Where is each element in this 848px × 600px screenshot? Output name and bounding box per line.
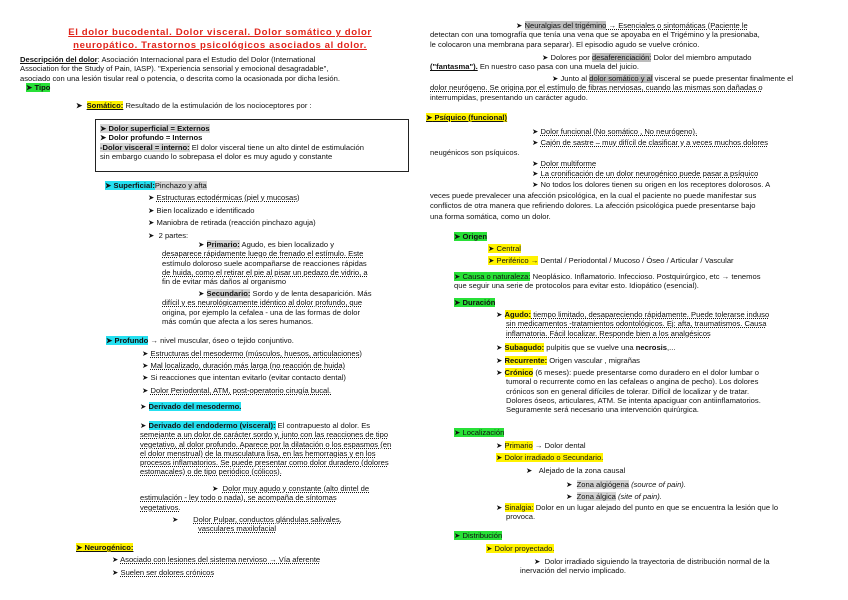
title-line-2: neuropático. Trastornos psicológicos asociados al dolor. — [73, 40, 367, 51]
alejado-text: Alejado de la zona causal — [538, 466, 626, 475]
list-item — [430, 138, 840, 149]
cronico-line-5: Seguramente será necesario una intervención quirúrgica. — [506, 405, 699, 415]
duracion-agudo — [496, 310, 840, 338]
bullet-icon: ➤ — [112, 555, 119, 564]
profundo-text: nivel muscular, óseo o tejido conjuntivo. — [157, 336, 294, 345]
bullet-icon: ➤ — [198, 240, 205, 249]
agudo-text-2: sin medicamentos -tratamientos odontológicos. Ej: afta, traumatismos. Causa — [506, 319, 767, 329]
neurogenico-list — [112, 554, 418, 579]
desafe-line-2: En nuestro caso pasa con una muela del juicio. — [477, 62, 639, 72]
distribucion-label: Distribución — [462, 531, 503, 540]
psiquico-heading — [426, 113, 507, 122]
secundario-label: Secundario: — [206, 289, 251, 298]
origen-heading — [454, 232, 487, 241]
bullet-icon: ➤ — [172, 515, 179, 524]
list-item — [142, 360, 418, 372]
pulpar-paragraph — [172, 515, 416, 534]
list-item — [142, 372, 418, 384]
primario-label: Primario: — [206, 240, 240, 249]
zona-algica-text: (site of pain). — [615, 492, 662, 501]
bullet-icon: ➤ — [532, 137, 539, 147]
secundario-line-1: Sordo y de lenta desaparición. Más — [250, 289, 372, 298]
duracion-subagudo — [496, 343, 675, 352]
fantasma-label: ("fantasma"). — [430, 62, 478, 72]
duracion-cronico — [496, 368, 840, 414]
bullet-icon: ➤ — [532, 179, 539, 189]
cronico-line-3: crónicos son en general difíciles de tolerar. Difícil de localizar y de tratar. — [506, 386, 750, 396]
psiquico-label: Psíquico (funcional) — [434, 113, 508, 122]
periferico-label: Periférico — [496, 256, 529, 265]
description-line-3: asociado con una lesión tisular real o potencia, o descrita como la ocasionada por dicha lesión. — [20, 73, 340, 83]
secundario-line-2: difícil y es neurológicamente idéntico al dolor profundo, que — [162, 298, 363, 308]
irradiado-label: Dolor irradiado o Secundario. — [504, 453, 604, 462]
primario-text: → Dolor dental — [534, 441, 586, 450]
neuralgias-label: Neuralgias del trigémino — [524, 21, 607, 30]
primario-line-2: desaparece rápidamente luego de frenado el estímulo. Este — [162, 249, 364, 259]
secundario-line-3: origina, por ejemplo la cefalea - una de las formas de dolor — [162, 307, 360, 317]
bullet-icon: ➤ — [76, 101, 83, 110]
bullet-icon: ➤ — [212, 484, 219, 493]
derivado-mesodermo-label: Derivado del mesodermo. — [148, 402, 242, 411]
causa-label: Causa o naturaleza: — [462, 272, 531, 281]
bullet-icon: ➤ — [496, 356, 503, 365]
box-visceral-label: -Dolor visceral = interno: — [100, 142, 190, 152]
bullet-icon: ➤ — [140, 421, 147, 430]
junto-prefix: Junto al — [560, 74, 590, 83]
superficial-line — [105, 181, 207, 190]
zona-algiogena-text: (source of pain). — [628, 480, 686, 489]
causa-line-2: que seguir una serie de protocolos para evitar esto. Idiopático (esencial). — [454, 281, 699, 291]
list-item — [430, 127, 840, 138]
origen-label: Origen — [462, 232, 487, 241]
subagudo-text: pulpitis que se vuelve una — [544, 343, 636, 352]
recurrente-label: Recurrente: — [504, 356, 548, 365]
derivado-endodermo-paragraph — [140, 421, 416, 477]
somatico-label: Somático: — [86, 101, 124, 110]
box-visceral-text: El dolor visceral tiene un alto dintel de estimulación — [189, 142, 365, 152]
neuralgias-line-3: le colocaron una membrana para separar). El episodio agudo se vuelve crónico. — [430, 39, 700, 49]
desafe-text: Dolor del miembro amputado — [651, 53, 752, 62]
bullet-icon: ➤ — [112, 567, 119, 577]
list-item — [148, 205, 418, 218]
bullet-icon: ➤ — [532, 158, 539, 168]
superficial-item-3: Maniobra de retirada (reacción pinchazo aguja) — [156, 218, 316, 228]
distribucion-line-1: Dolor irradiado siguiendo la trayectoria de distribución normal de la — [544, 557, 770, 566]
central-label: Central — [496, 244, 521, 253]
causa-paragraph — [454, 272, 840, 291]
psiquico-para-2: conflictos de otra manera que refiriendo dolores. La afección psicológica puede presentarse bajo — [430, 201, 756, 211]
box-visceral-text-2: sin embargo cuando lo sobrepasa el dolor es muy agudo y constante — [100, 151, 333, 161]
distribucion-paragraph — [520, 557, 840, 576]
endodermo-line-5: procesos inflamatorios. Se puede presentar como dolor duradero (dolores — [140, 458, 389, 468]
arrow-icon: → — [530, 256, 539, 265]
bullet-icon: ➤ — [496, 368, 503, 377]
bullet-icon: ➤ — [140, 402, 147, 411]
description-line-2: Association for the Study of Pain, IASP). "Experiencia sensorial y emocional desagradable", — [20, 64, 329, 74]
sinalgia-text: Dolor en un lugar alejado del punto en que se encuentra la lesión que lo — [533, 503, 779, 512]
distribucion-heading — [454, 531, 502, 540]
junto-line-3: interrumpidas, presentando un carácter agudo. — [430, 92, 588, 102]
profundo-list — [142, 348, 418, 397]
agudo-line-2: estimulación - ley todo o nada), se acompaña de síntomas — [140, 493, 337, 503]
somatico-line — [76, 101, 312, 110]
list-item — [142, 348, 418, 360]
list-item — [112, 567, 418, 580]
superficial-highlight: Pinchazo y afta — [154, 181, 207, 190]
bullet-icon: ➤ — [454, 531, 461, 540]
bullet-icon: ➤ — [100, 124, 107, 133]
list-item — [430, 169, 840, 180]
bullet-icon: ➤ — [454, 272, 461, 281]
profundo-item-3: Si reacciones que intentan evitarlo (evitar contacto dental) — [150, 373, 346, 383]
bullet-icon: ➤ — [142, 373, 149, 383]
list-item — [148, 217, 418, 230]
psiquico-content — [430, 127, 840, 222]
derivado-endodermo-label: Derivado del endodermo (visceral): — [148, 421, 276, 430]
bullet-icon: ➤ — [496, 503, 503, 512]
sinalgia-line-2: provoca. — [506, 512, 536, 522]
bullet-icon: ➤ — [488, 256, 495, 265]
agudo-line-1: Dolor muy agudo y constante (alto dintel de — [222, 484, 370, 493]
bullet-icon: ➤ — [486, 544, 493, 553]
neurogenico-item-2: Suelen ser dolores crónicos — [120, 567, 215, 577]
neurogenico-item-1: Asociado con lesiones del sistema nervioso → Vía aferente — [120, 555, 321, 564]
bullet-icon: ➤ — [426, 113, 433, 122]
bullet-icon: ➤ — [454, 298, 461, 307]
pain-types-box-content — [100, 124, 404, 161]
junto-paragraph — [430, 74, 840, 102]
primario-line-1: Agudo, es bien localizado y — [239, 240, 334, 249]
bullet-icon: ➤ — [105, 181, 112, 190]
endodermo-line-1: El contrapuesto al dolor. Es — [275, 421, 371, 430]
neuralgias-line-2: detectan con una tomografía que tenía una vena que se apoyaba en el Trigémino y la presionaba, — [430, 30, 760, 40]
bullet-icon: ➤ — [148, 218, 155, 228]
bullet-icon: ➤ — [496, 453, 503, 462]
localizacion-irradiado — [496, 453, 603, 462]
psiquico-continuation: neugénicos son psíquicos. — [430, 148, 520, 158]
agudo-line-3: vegetativos. — [140, 502, 181, 512]
title-line-1: El dolor bucodental. Dolor visceral. Dolor somático y dolor — [68, 27, 372, 38]
description-line-1: : Asociación Internacional para el Estudio del Dolor (International — [97, 55, 316, 64]
desaferenciacion-label: desaferenciación: — [591, 53, 652, 62]
agudo-paragraph — [140, 484, 416, 512]
bullet-icon: ➤ — [526, 466, 533, 475]
bullet-icon: ➤ — [76, 543, 83, 552]
tipo-heading — [26, 83, 50, 92]
localizacion-alejado — [526, 466, 625, 475]
dolor-proyectado — [486, 544, 554, 553]
duracion-heading — [454, 298, 495, 307]
cronico-line-4: Dolores óseos, articulares, ATM. Se intenta apaciguar con antiinflamatorios. — [506, 395, 761, 405]
bullet-icon: ➤ — [198, 289, 205, 298]
psiquico-item-1: Dolor funcional (No somático , No neurógeno). — [540, 127, 698, 136]
secundario-paragraph — [162, 289, 416, 326]
distribucion-line-2: inervación del nervio implicado. — [520, 566, 626, 576]
psiquico-item-3: Dolor multiforme — [540, 158, 597, 168]
bullet-icon: ➤ — [100, 133, 107, 143]
bullet-icon: ➤ — [496, 310, 503, 319]
bullet-icon: ➤ — [566, 492, 573, 501]
origen-periferico — [488, 256, 734, 265]
bullet-icon: ➤ — [534, 557, 541, 566]
periferico-text: Dental / Periodontal / Mucoso / Óseo / Articular / Vascular — [538, 256, 734, 265]
endodermo-line-4: el dolor menstrual) de la musculatura lisa, en las hemorragias y en los — [140, 448, 376, 458]
endodermo-line-2: semejante a un dolor de carácter sordo y, junto con las reacciones de tipo — [140, 430, 389, 440]
duracion-label: Duración — [462, 298, 496, 307]
agudo-label: Agudo: — [504, 310, 532, 319]
bullet-icon: ➤ — [454, 232, 461, 241]
desafe-prefix: Dolores por — [550, 53, 592, 62]
bullet-icon: ➤ — [566, 480, 573, 489]
bullet-icon: ➤ — [454, 428, 461, 437]
desaferenciacion-paragraph — [430, 53, 840, 72]
sinalgia-paragraph — [496, 503, 840, 522]
bullet-icon: ➤ — [26, 83, 33, 92]
junto-highlight: dolor somático y al — [589, 74, 653, 83]
description-paragraph — [20, 55, 418, 83]
superficial-item-2: Bien localizado e identificado — [156, 205, 255, 215]
sinalgia-label: Sinalgia: — [504, 503, 534, 512]
primario-label: Primario — [504, 441, 533, 450]
bullet-icon: ➤ — [496, 343, 503, 352]
psiquico-item-2: Cajón de sastre – muy difícil de clasificar y a veces muchos dolores — [540, 137, 768, 147]
junto-text: visceral se puede presentar finalmente el — [652, 74, 794, 83]
profundo-item-2: Mal localizado, duración más larga (no reacción de huida) — [150, 361, 346, 371]
box-line-superficial: Dolor superficial = Externos — [108, 124, 210, 133]
agudo-text-3: inflamatoria. Fácil localizar. Responde bien a los analgésicos — [506, 328, 711, 338]
superficial-item-4: 2 partes: — [158, 230, 189, 240]
list-item — [142, 385, 418, 397]
profundo-item-1: Estructuras del mesodermo (músculos, huesos, articulaciones) — [150, 349, 362, 358]
description-label: Descripción del dolor — [20, 55, 98, 64]
somatico-text: Resultado de la estimulación de los nocioceptores por : — [123, 101, 312, 110]
bullet-icon: ➤ — [532, 169, 539, 179]
neurogenico-line — [76, 543, 133, 552]
pulpar-line-2: vasculares maxilofacial — [198, 524, 277, 534]
primario-paragraph — [162, 240, 416, 286]
neuralgias-text: → Esenciales o sintomáticas (Paciente le — [606, 21, 748, 30]
necrosis-text: necrosis — [635, 343, 668, 352]
list-item — [430, 159, 840, 170]
endodermo-line-3: vegetativo, al dolor profundo. Aparece por la dilatación o los espasmos (en — [140, 439, 392, 449]
psiquico-item-4: La cronificación de un dolor neurogénico puede pasar a psíquico — [540, 169, 759, 179]
superficial-label: Superficial: — [113, 181, 155, 190]
bullet-icon: ➤ — [488, 244, 495, 253]
bullet-icon: ➤ — [142, 385, 149, 395]
subagudo-end: ,... — [667, 343, 676, 352]
cronico-line-2: tumoral o recurrente como en las cefaleas o angina de pecho). Los dolores — [506, 377, 759, 387]
pulpar-line-1: Dolor Pulpar, conductos glándulas salivales, — [193, 515, 342, 524]
bullet-icon: ➤ — [148, 230, 155, 240]
recurrente-text: Origen vascular , migrañas — [547, 356, 640, 365]
arrow-icon: → — [150, 336, 158, 345]
causa-text: Neoplásico. Inflamatorio. Infeccioso. Postquirúrgico, etc → tenemos — [530, 272, 761, 281]
psiquico-item-5: No todos los dolores tienen su origen en los receptores dolorosos. A — [540, 179, 771, 189]
bullet-icon: ➤ — [516, 21, 523, 30]
zona-algica — [566, 492, 662, 501]
list-item — [430, 180, 840, 191]
superficial-list — [148, 192, 418, 242]
psiquico-para-3: una forma somática, como un dolor. — [430, 211, 551, 221]
primario-line-3: estímulo doloroso suele acompañarse de reacciones rápidas — [162, 258, 367, 268]
bullet-icon: ➤ — [106, 336, 113, 345]
tipo-label: Tipo — [34, 83, 51, 92]
zona-algiogena — [566, 480, 686, 489]
subagudo-label: Subagudo: — [504, 343, 545, 352]
superficial-item-1: Estructuras ectodérmicas (piel y mucosas) — [156, 193, 300, 202]
origen-central — [488, 244, 521, 253]
neurogenico-label: Neurogénico: — [84, 543, 134, 552]
agudo-text: tiempo limitado, desapareciendo rápidamente. Puede tolerarse induso — [531, 310, 770, 319]
bullet-icon: ➤ — [148, 205, 155, 215]
junto-line-2: dolor neurógeno. Se origina por el estímulo de fibras nerviosas, cuando las mismas son dañadas o — [430, 83, 763, 93]
localizacion-primario — [496, 441, 586, 450]
primario-line-5: fin de evitar más daños al organismo — [162, 277, 287, 287]
localizacion-label: Localización — [462, 428, 505, 437]
bullet-icon: ➤ — [552, 74, 559, 83]
duracion-recurrente — [496, 356, 640, 365]
bullet-icon: ➤ — [532, 127, 539, 136]
derivado-mesodermo — [140, 402, 241, 411]
neuralgias-paragraph — [430, 21, 840, 49]
bullet-icon: ➤ — [142, 349, 149, 358]
zona-algiogena-label: Zona algiógena — [576, 480, 629, 489]
bullet-icon: ➤ — [148, 193, 155, 202]
profundo-line — [106, 336, 294, 345]
cronico-label: Crónico — [504, 368, 534, 377]
bullet-icon: ➤ — [142, 361, 149, 371]
list-item — [148, 192, 418, 205]
profundo-item-4: Dolor Periodontal, ATM, post-operatorio cirugía bucal. — [150, 385, 332, 395]
list-item — [112, 554, 418, 567]
bullet-icon: ➤ — [496, 441, 503, 450]
zona-algica-label: Zona álgica — [576, 492, 616, 501]
cronico-text: (6 meses): puede presentarse como duradero en el dolor lumbar o — [533, 368, 760, 377]
proyectado-label: Dolor proyectado. — [494, 544, 555, 553]
psiquico-para-1: veces puede prevalecer una afección psicológica, en la cual el paciente no puede manifestar sus — [430, 190, 757, 200]
profundo-label: Profundo — [114, 336, 149, 345]
endodermo-line-6: estomacales) o de tipo periódico (cólicos). — [140, 467, 282, 477]
bullet-icon: ➤ — [542, 53, 549, 62]
secundario-line-4: más común que afecta a los seres humanos. — [162, 316, 314, 326]
box-line-profundo: Dolor profundo = Internos — [108, 133, 203, 143]
localizacion-heading — [454, 428, 504, 437]
primario-line-4: de huida, como el retirar el pie al pisar un pedazo de vidrio, a — [162, 267, 368, 277]
